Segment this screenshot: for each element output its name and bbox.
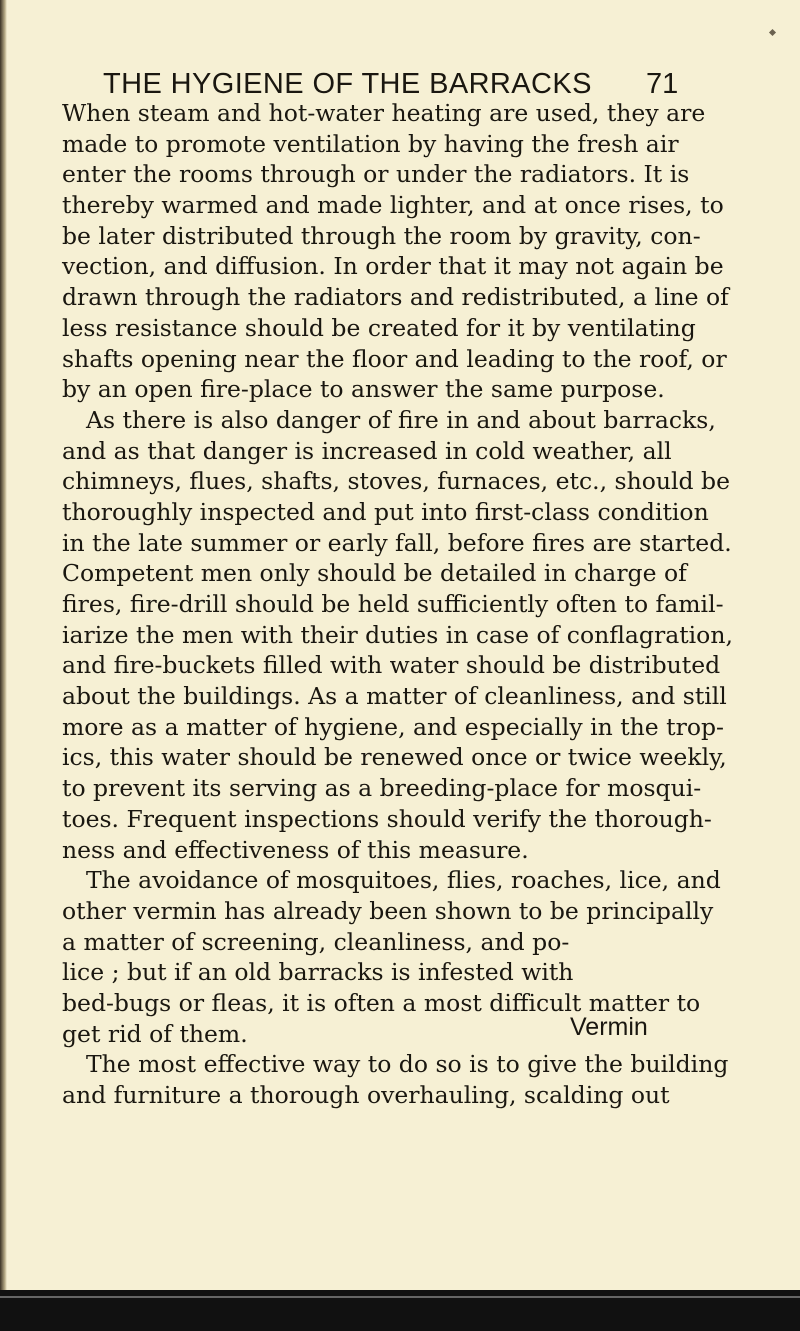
text-line: iarize the men with their duties in case of conflagration, [62, 620, 733, 649]
text-line: thereby warmed and made lighter, and at once rises, to [62, 191, 724, 220]
text-line: a matter of screening, cleanliness, and po- [62, 927, 570, 956]
text-line: The avoidance of mosquitoes, flies, roaches, lice, and [86, 866, 721, 895]
text-line: other vermin has already been shown to be principally [62, 896, 714, 925]
running-title: THE HYGIENE OF THE BARRACKS [103, 68, 592, 100]
text-line: ics, this water should be renewed once or twice weekly, [62, 743, 727, 772]
text-line: chimneys, flues, shafts, stoves, furnaces, etc., should be [62, 467, 730, 496]
text-line: be later distributed through the room by gravity, con- [62, 221, 701, 250]
text-line: drawn through the radiators and redistributed, a line of [62, 283, 729, 312]
text-line: As there is also danger of fire in and about barracks, [86, 405, 716, 434]
text-line: and as that danger is increased in cold weather, all [62, 436, 672, 465]
text-line: in the late summer or early fall, before fires are started. [62, 528, 732, 557]
scan-bottom-band [0, 1290, 800, 1331]
text-line: more as a matter of hygiene, and especially in the trop- [62, 712, 724, 741]
paper-speck [769, 29, 776, 36]
page-binding-edge [0, 0, 7, 1331]
text-line: bed-bugs or fleas, it is often a most difficult matter to [62, 988, 701, 1017]
scan-stripe [0, 1296, 800, 1298]
text-line: and fire-buckets filled with water should be distributed [62, 651, 721, 680]
text-line: When steam and hot-water heating are used, they are [62, 99, 706, 127]
text-line: lice ; but if an old barracks is infested with [62, 958, 574, 987]
text-line: toes. Frequent inspections should verify the thorough- [62, 804, 712, 833]
text-line: and furniture a thorough overhauling, scalding out [62, 1081, 670, 1109]
text-line: get rid of them. [62, 1019, 248, 1048]
margin-note: Vermin [570, 1013, 648, 1041]
body-text [62, 98, 733, 1111]
text-line: The most effective way to do so is to give the building [86, 1050, 729, 1079]
text-line: by an open fire-place to answer the same purpose. [62, 375, 665, 404]
text-line: less resistance should be created for it by ventilating [62, 313, 696, 342]
text-line: Competent men only should be detailed in charge of [62, 559, 687, 588]
text-line: fires, fire-drill should be held sufficiently often to famil- [62, 590, 724, 618]
text-line: thoroughly inspected and put into first-class condition [62, 497, 709, 526]
text-line: ness and effectiveness of this measure. [62, 835, 529, 864]
text-line: shafts opening near the floor and leading to the roof, or [62, 344, 727, 373]
text-line: about the buildings. As a matter of cleanliness, and still [62, 682, 727, 711]
text-line: vection, and diffusion. In order that it may not again be [62, 252, 724, 281]
text-line: enter the rooms through or under the radiators. It is [62, 160, 690, 189]
text-line: to prevent its serving as a breeding-place for mosqui- [62, 774, 702, 803]
page-number: 71 [646, 68, 679, 100]
text-line: made to promote ventilation by having the fresh air [62, 129, 679, 158]
